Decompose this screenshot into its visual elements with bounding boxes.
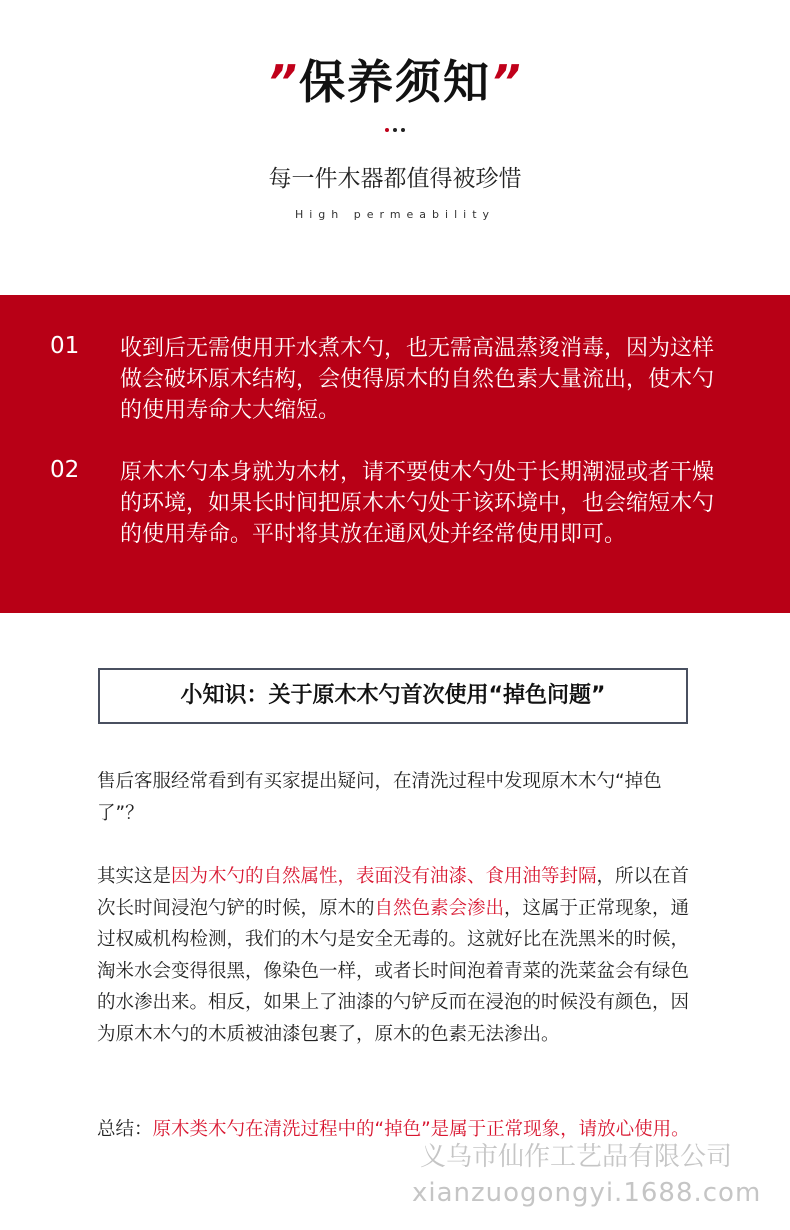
care-item-number: 02 (50, 457, 80, 483)
paragraph-question: 售后客服经常看到有买家提出疑问，在清洗过程中发现原木木勺“掉色了”？ (97, 771, 662, 824)
highlight-text: 自然色素会渗出 (374, 897, 505, 919)
page-title (0, 46, 790, 112)
title-quote-open: ” (267, 55, 299, 109)
explanation-text: ，所以在首次长时间浸泡勺铲的时候，原木的 (97, 866, 690, 919)
care-item-text: 收到后无需使用开水煮木勺，也无需高温蒸烫消毒，因为这样做会破坏原木结构，会使得原木的自然色素大量流出，使木勺的使用寿命大大缩短。 (120, 336, 715, 423)
care-item-text: 原木木勺本身就为木材，请不要使木勺处于长期潮湿或者干燥的环境，如果长时间把原木木勺处于该环境中，也会缩短木勺的使用寿命。平时将其放在通风处并经常使用即可。 (120, 460, 715, 547)
dot-icon (393, 128, 397, 132)
watermark-company: 义乌市仙作工艺品有限公司 (420, 1142, 733, 1172)
explanation-text: ，这属于正常现象，通过权威机构检测，我们的木勺是安全无毒的。这就好比在洗黑米的时候，淘米水会变得很黑，像染色一样，或者长时间泡着青菜的洗菜盆会有绿色的水渗出来。相反，如果上了油漆的勺铲反而在浸泡的时候没有颜色，因为原木木勺的木质被油漆包裹了，原木的色素无法渗出。 (97, 897, 690, 1045)
dot-icon (385, 128, 389, 132)
summary-label: 总结： (97, 1119, 153, 1140)
summary-text: 原木类木勺在清洗过程中的“掉色”是属于正常现象，请放心使用。 (152, 1119, 690, 1140)
tip-box-title: 小知识：关于原木木勺首次使用“掉色问题” (98, 668, 688, 724)
care-band (0, 295, 790, 613)
paragraph-explanation (97, 861, 697, 1050)
watermark-url: xianzuogongyi.1688.com (412, 1178, 762, 1208)
subtitle: 每一件木器都值得被珍惜 (268, 166, 522, 192)
title-quote-close: ” (491, 55, 523, 109)
highlight-text: 因为木勺的自然属性，表面没有油漆、食用油等封隔 (171, 866, 597, 887)
care-item-number: 01 (50, 333, 80, 359)
explanation-text: 其实这是 (97, 866, 172, 887)
header (0, 0, 790, 295)
dot-icon (401, 128, 405, 132)
title-text: 保养须知 (299, 55, 491, 109)
english-subtitle: High permeability (294, 208, 496, 221)
divider-dots (0, 128, 790, 132)
